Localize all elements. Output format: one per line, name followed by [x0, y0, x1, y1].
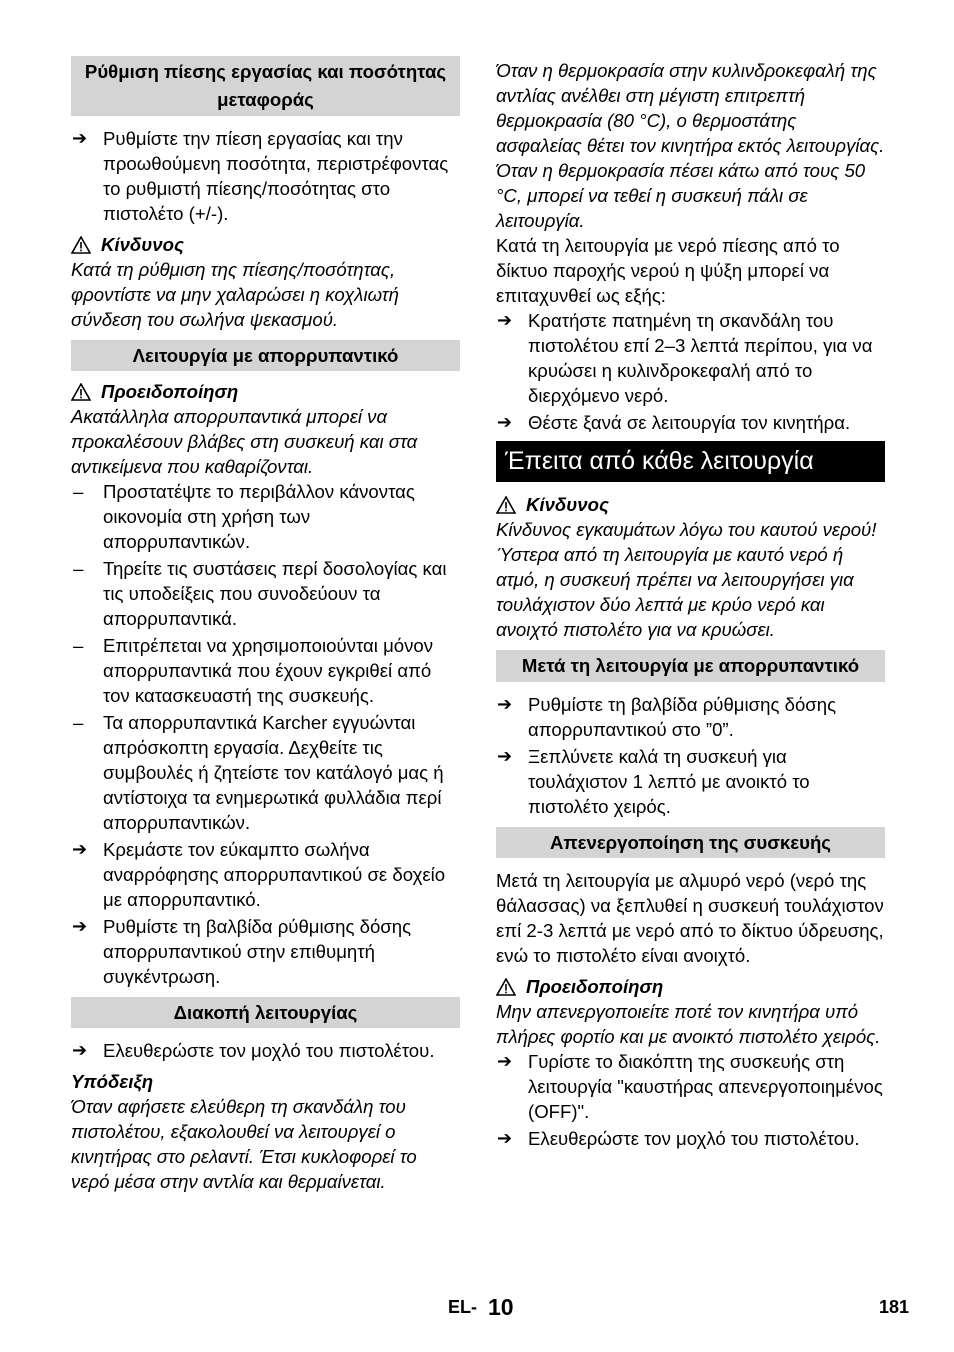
- instruction-item: ➔ Θέστε ξανά σε λειτουργία τον κινητήρα.: [497, 412, 851, 433]
- note-heading: Υπόδειξη: [71, 1071, 154, 1092]
- left-column: [71, 56, 460, 1194]
- instruction-item: ➔ Κρεμάστε τον εύκαμπτο σωλήνα αναρρόφησης απορρυπαντικού σε δοχείο με απορρυπαντικό.: [72, 839, 446, 910]
- main-heading-after-operation: Έπειτα από κάθε λειτουργία: [496, 441, 885, 482]
- section-heading-pressure: Ρύθμιση πίεσης εργασίας και ποσότητας μεταφοράς: [71, 56, 460, 116]
- dash-marker: –: [73, 558, 84, 579]
- arrow-icon: ➔: [72, 839, 88, 859]
- page-number: 181: [879, 1297, 910, 1317]
- warning-triangle-icon: [71, 383, 91, 401]
- instruction-item: ➔ Ελευθερώστε τον μοχλό του πιστολέτου.: [72, 1040, 435, 1061]
- arrow-icon: ➔: [497, 412, 513, 432]
- warning-triangle-icon: [71, 236, 91, 254]
- dash-item: – Προστατέψτε το περιβάλλον κάνοντας οικονομία στη χρήση των απορρυπαντικών.: [73, 481, 415, 552]
- section-heading-after-detergent: Μετά τη λειτουργία με απορρυπαντικό: [496, 650, 885, 682]
- page-footer: [0, 1294, 954, 1324]
- dash-item: – Επιτρέπεται να χρησιμοποιούνται μόνον απορρυπαντικά που έχουν εγκριθεί από τον κατασκευαστή της συσκευής.: [73, 635, 434, 706]
- warning-text: Ακατάλληλα απορρυπαντικά μπορεί να προκαλέσουν βλάβες στη συσκευή και στα αντικείμενα που καθαρίζονται.: [71, 406, 418, 477]
- danger-heading: Κίνδυνος: [71, 232, 460, 257]
- arrow-icon: ➔: [497, 1128, 513, 1148]
- warning-triangle-icon: [496, 978, 516, 996]
- instruction-item: ➔ Κρατήστε πατημένη τη σκανδάλη του πιστολέτου επί 2–3 λεπτά περίπου, για να κρυώσει η κυλινδροκεφαλή από το διερχόμενο νερό.: [497, 310, 873, 406]
- dash-marker: –: [73, 635, 84, 656]
- note-text: Όταν αφήσετε ελεύθερη τη σκανδάλη του πιστολέτου, εξακολουθεί να λειτουργεί ο κινητήρας στο ρελαντί. Έτσι κυκλοφορεί το νερό μέσα στην αντλία και θερμαίνεται.: [71, 1096, 417, 1192]
- arrow-icon: ➔: [72, 1040, 88, 1060]
- dash-item: – Τα απορρυπαντικά Karcher εγγυώνται απρόσκοπτη εργασία. Δεχθείτε τις συμβουλές ή ζητείστε τον κατάλογό μας ή αντίστοιχα τα ενημερωτικά φυλλάδια περί απορρυπαντικών.: [73, 712, 444, 833]
- warning-text: Μην απενεργοποιείτε ποτέ τον κινητήρα υπό πλήρες φορτίο και με ανοικτό πιστολέτο χειρός.: [496, 1001, 881, 1047]
- cooling-paragraph: Κατά τη λειτουργία με νερό πίεσης από το δίκτυο παροχής νερού η ψύξη μπορεί να επιταχυνθεί ως εξής:: [496, 235, 840, 306]
- section-heading-stop: Διακοπή λειτουργίας: [71, 997, 460, 1028]
- instruction-item: ➔ Ελευθερώστε τον μοχλό του πιστολέτου.: [497, 1128, 860, 1149]
- warning-heading: Προειδοποίηση: [496, 974, 885, 999]
- instruction-item: ➔ Ρυθμίστε τη βαλβίδα ρύθμισης δόσης απορρυπαντικού στην επιθυμητή συγκέντρωση.: [72, 916, 412, 987]
- instruction-item: ➔ Ρυθμίστε την πίεση εργασίας και την προωθούμενη ποσότητα, περιστρέφοντας το ρυθμιστή πίεσης/ποσότητας στο πιστολέτο (+/-).: [72, 128, 449, 224]
- saltwater-paragraph: Μετά τη λειτουργία με αλμυρό νερό (νερό της θάλασσας) να ξεπλυθεί η συσκευή τουλάχιστον επί 2-3 λεπτά με νερό από το δίκτυο ύδρευσης, ενώ το πιστολέτο είναι ανοιχτό.: [496, 870, 884, 966]
- dash-marker: –: [73, 481, 84, 502]
- instruction-item: ➔ Ρυθμίστε τη βαλβίδα ρύθμισης δόσης απορρυπαντικού στο ”0”.: [497, 694, 837, 740]
- danger-text: Κίνδυνος εγκαυμάτων λόγω του καυτού νερού! Ύστερα από τη λειτουργία με καυτό νερό ή ατμό, η συσκευή πρέπει να λειτουργήσει για τουλάχιστον δύο λεπτά με κρύο νερό και ανοιχτό πιστολέτο για να κρυώσει.: [496, 519, 877, 640]
- instruction-item: ➔ Ξεπλύνετε καλά τη συσκευή για τουλάχιστον 1 λεπτό με ανοικτό το πιστολέτο χειρός.: [497, 746, 810, 817]
- arrow-icon: ➔: [497, 694, 513, 714]
- section-heading-shutdown: Απενεργοποίηση της συσκευής: [496, 827, 885, 858]
- language-code: EL-: [448, 1297, 477, 1317]
- note-continued-text: Όταν η θερμοκρασία στην κυλινδροκεφαλή της αντλίας ανέλθει στη μέγιστη επιτρεπτή θερμοκρασία (80 °C), ο θερμοστάτης ασφαλείας θέτει τον κινητήρα εκτός λειτουργίας. Όταν η θερμοκρασία πέσει κάτω από τους 50 °C, μπορεί να τεθεί η συσκευή πάλι σε λειτουργία.: [496, 60, 885, 231]
- dash-marker: –: [73, 712, 84, 733]
- arrow-icon: ➔: [72, 128, 88, 148]
- arrow-icon: ➔: [497, 746, 513, 766]
- arrow-icon: ➔: [72, 916, 88, 936]
- dash-item: – Τηρείτε τις συστάσεις περί δοσολογίας και τις υποδείξεις που συνοδεύουν τα απορρυπαντικά.: [73, 558, 447, 629]
- section-heading-detergent: Λειτουργία με απορρυπαντικό: [71, 340, 460, 371]
- warning-triangle-icon: [496, 496, 516, 514]
- arrow-icon: ➔: [497, 310, 513, 330]
- arrow-icon: ➔: [497, 1051, 513, 1071]
- right-column: [496, 58, 885, 1153]
- instruction-item: ➔ Γυρίστε το διακόπτη της συσκευής στη λειτουργία "καυστήρας απενεργοποιημένος (OFF)".: [497, 1051, 883, 1122]
- section-page-number: 10: [488, 1294, 514, 1320]
- danger-text: Κατά τη ρύθμιση της πίεσης/ποσότητας, φροντίστε να μην χαλαρώσει η κοχλιωτή σύνδεση του σωλήνα ψεκασμού.: [71, 259, 399, 330]
- danger-heading: Κίνδυνος: [496, 492, 885, 517]
- warning-heading: Προειδοποίηση: [71, 379, 460, 404]
